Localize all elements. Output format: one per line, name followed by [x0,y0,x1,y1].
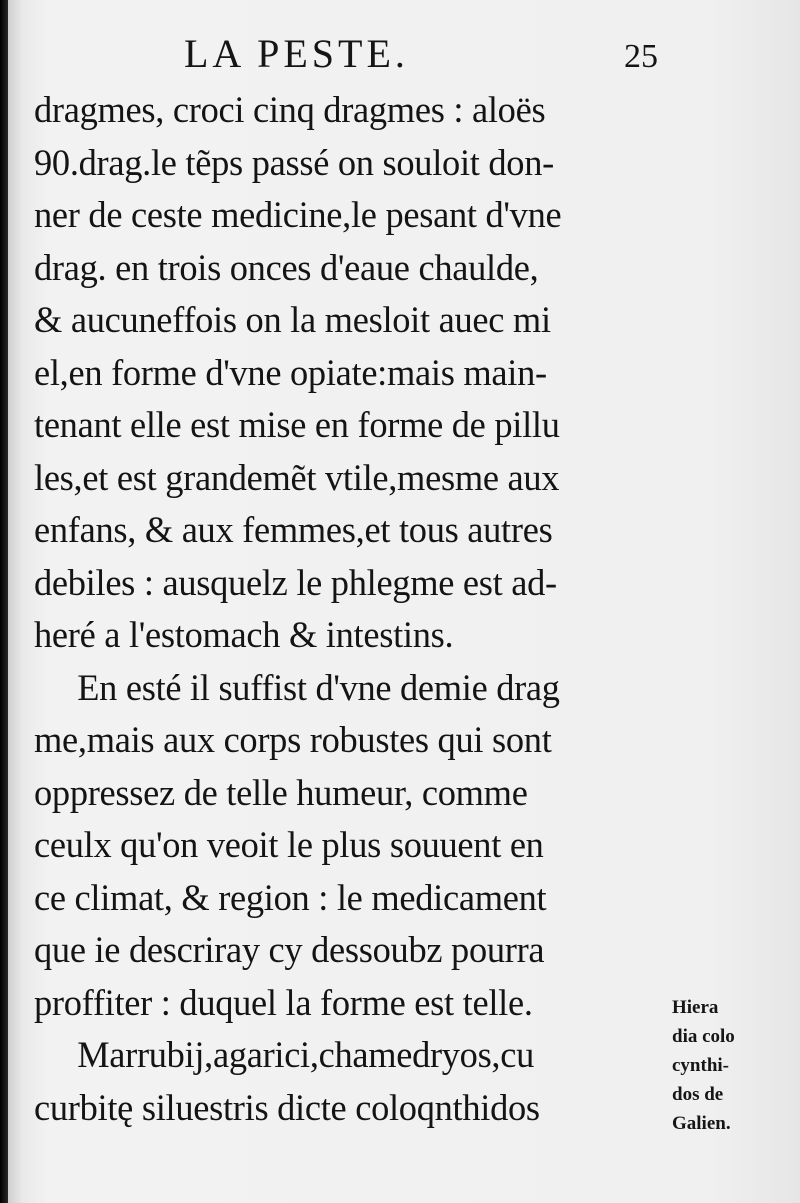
marginal-note-line: cynthi- [672,1055,729,1076]
book-spine-shadow [0,0,8,1203]
body-text [34,85,674,1135]
marginal-note-line: dia colo [672,1026,735,1047]
marginal-note-line: Hiera [672,997,719,1018]
text-line: que ie descriray cy dessoubz pourra [34,930,545,971]
marginal-note-line: dos de [672,1084,724,1105]
marginal-note-line: Galien. [672,1113,731,1134]
text-line: enfans, & aux femmes,et tous autres [34,510,553,551]
page-header [8,22,800,82]
book-page [8,0,800,1203]
text-line: heré a l'estomach & intestins. [34,615,454,656]
text-line: el,en forme d'vne opiate:mais main- [34,352,547,394]
text-line: ce climat, & region : le medicament [34,877,547,919]
text-line: proffiter : duquel la forme est telle. [34,982,533,1024]
text-line: oppressez de telle humeur, comme [34,772,528,814]
text-line: & aucuneffois on la mesloit auec mi [34,300,551,341]
text-line: me,mais aux corps robustes qui sont [34,720,552,761]
text-line: 90.drag.le tẽps passé on souloit don- [34,142,554,184]
text-line: tenant elle est mise en forme de pillu [34,405,560,446]
text-line: ceulx qu'on veoit le plus souuent en [34,825,544,866]
text-line: ner de ceste medicine,le pesant d'vne [34,195,562,236]
text-line: curbitę siluestris dicte coloqnthidos [34,1087,540,1129]
text-line: les,et est grandemẽt vtile,mesme aux [34,457,560,499]
text-line: debiles : ausquelz le phlegme est ad- [34,562,557,604]
page-number: 25 [624,38,658,75]
text-line: En esté il suffist d'vne demie drag [77,667,560,709]
text-line: drag. en trois onces d'eaue chaulde, [34,247,539,289]
marginal-note [672,993,792,1138]
text-line: Marrubij,agarici,chamedryos,cu [77,1035,534,1076]
text-line: dragmes, croci cinq dragmes : aloës [34,90,546,131]
running-title: LA PESTE. [184,31,409,76]
